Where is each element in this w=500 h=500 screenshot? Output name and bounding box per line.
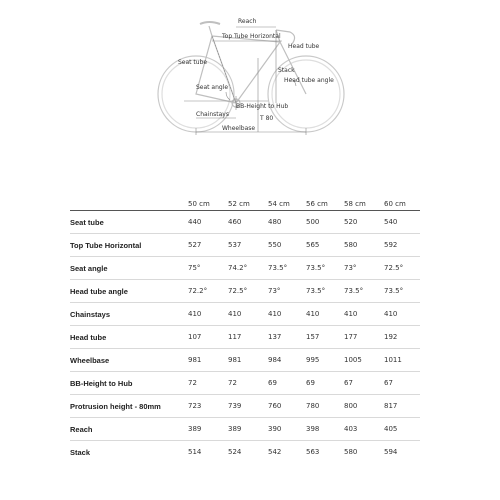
diagram-label-t80: T 80 xyxy=(260,115,274,122)
table-cell: 1005 xyxy=(344,356,362,364)
table-cell: 580 xyxy=(344,241,358,249)
table-cell: 67 xyxy=(344,379,353,387)
table-cell: 592 xyxy=(384,241,398,249)
table-cell: 410 xyxy=(268,310,282,318)
row-label: Stack xyxy=(70,447,91,457)
size-header: 52 cm xyxy=(228,200,250,208)
diagram-label-stack: Stack xyxy=(278,67,295,74)
table-cell: 137 xyxy=(268,333,282,341)
table-cell: 73° xyxy=(268,287,281,295)
table-cell: 440 xyxy=(188,218,202,226)
table-cell: 514 xyxy=(188,448,202,456)
table-row xyxy=(70,326,420,349)
table-cell: 410 xyxy=(344,310,358,318)
table-cell: 403 xyxy=(344,425,358,433)
table-cell: 480 xyxy=(268,218,282,226)
table-cell: 780 xyxy=(306,402,320,410)
table-row xyxy=(70,211,420,234)
table-cell: 500 xyxy=(306,218,320,226)
table-cell: 73.5° xyxy=(344,287,364,295)
row-label: Chainstays xyxy=(70,309,111,319)
row-label: Head tube xyxy=(70,332,107,342)
diagram-label-reach: Reach xyxy=(238,18,257,25)
diagram-label-bb-height-to-hub: BB-Height to Hub xyxy=(236,103,289,110)
table-cell: 67 xyxy=(384,379,393,387)
table-cell: 981 xyxy=(228,356,242,364)
table-cell: 69 xyxy=(306,379,315,387)
table-cell: 73° xyxy=(344,264,357,272)
size-header: 54 cm xyxy=(268,200,290,208)
diagram-label-wheelbase: Wheelbase xyxy=(222,125,256,132)
table-cell: 580 xyxy=(344,448,358,456)
table-cell: 550 xyxy=(268,241,282,249)
row-label: Reach xyxy=(70,424,93,434)
table-cell: 177 xyxy=(344,333,358,341)
table-cell: 537 xyxy=(228,241,242,249)
table-cell: 107 xyxy=(188,333,202,341)
table-cell: 524 xyxy=(228,448,242,456)
row-label: Protrusion height - 80mm xyxy=(70,401,161,411)
diagram-label-head-tube-angle: Head tube angle xyxy=(284,77,334,84)
table-cell: 390 xyxy=(268,425,282,433)
table-cell: 73.5° xyxy=(384,287,404,295)
row-label: BB-Height to Hub xyxy=(70,378,133,388)
table-cell: 157 xyxy=(306,333,320,341)
table-cell: 540 xyxy=(384,218,398,226)
table-row xyxy=(70,303,420,326)
diagram-label-chainstays: Chainstays xyxy=(196,111,229,118)
table-cell: 72.5° xyxy=(228,287,248,295)
row-label: Seat angle xyxy=(70,263,108,273)
table-cell: 410 xyxy=(228,310,242,318)
table-row xyxy=(70,372,420,395)
table-cell: 405 xyxy=(384,425,398,433)
table-cell: 398 xyxy=(306,425,320,433)
table-cell: 410 xyxy=(188,310,202,318)
table-row xyxy=(70,418,420,441)
table-cell: 460 xyxy=(228,218,242,226)
table-cell: 760 xyxy=(268,402,282,410)
size-header: 58 cm xyxy=(344,200,366,208)
table-cell: 527 xyxy=(188,241,202,249)
table-cell: 75° xyxy=(188,264,201,272)
table-cell: 565 xyxy=(306,241,320,249)
saddle xyxy=(200,22,220,24)
row-label: Head tube angle xyxy=(70,286,128,296)
table-cell: 520 xyxy=(344,218,358,226)
table-cell: 739 xyxy=(228,402,242,410)
table-cell: 72 xyxy=(188,379,197,387)
table-cell: 594 xyxy=(384,448,398,456)
diagram-label-seat-tube: Seat tube xyxy=(178,59,208,66)
diagram-label-top-tube-horizontal: Top Tube Horizontal xyxy=(222,33,281,40)
diagram-label-seat-angle: Seat angle xyxy=(196,84,229,91)
table-cell: 117 xyxy=(228,333,242,341)
table-cell: 389 xyxy=(228,425,242,433)
table-cell: 981 xyxy=(188,356,202,364)
table-cell: 69 xyxy=(268,379,277,387)
table-cell: 72.5° xyxy=(384,264,404,272)
table-cell: 192 xyxy=(384,333,398,341)
table-header xyxy=(70,192,420,211)
table-row xyxy=(70,257,420,280)
table-cell: 73.5° xyxy=(306,287,326,295)
size-header: 56 cm xyxy=(306,200,328,208)
table-row xyxy=(70,395,420,418)
table-cell: 995 xyxy=(306,356,320,364)
main-triangle xyxy=(212,36,280,103)
table-cell: 410 xyxy=(384,310,398,318)
table-cell: 72.2° xyxy=(188,287,208,295)
table-row xyxy=(70,441,420,463)
table-cell: 563 xyxy=(306,448,320,456)
size-header: 60 cm xyxy=(384,200,406,208)
table-cell: 73.5° xyxy=(306,264,326,272)
row-label: Wheelbase xyxy=(70,355,110,365)
size-header: 50 cm xyxy=(188,200,210,208)
table-cell: 542 xyxy=(268,448,282,456)
diagram-label-head-tube: Head tube xyxy=(288,43,320,50)
table-cell: 410 xyxy=(306,310,320,318)
table-cell: 723 xyxy=(188,402,202,410)
table-row xyxy=(70,280,420,303)
table-cell: 389 xyxy=(188,425,202,433)
table-row xyxy=(70,349,420,372)
row-label: Top Tube Horizontal xyxy=(70,240,142,250)
row-label: Seat tube xyxy=(70,217,104,227)
table-cell: 72 xyxy=(228,379,237,387)
table-cell: 73.5° xyxy=(268,264,288,272)
table-cell: 1011 xyxy=(384,356,402,364)
geometry-table xyxy=(70,192,420,463)
table-cell: 984 xyxy=(268,356,282,364)
table-row xyxy=(70,234,420,257)
table-cell: 800 xyxy=(344,402,358,410)
bike-geometry-diagram xyxy=(0,0,500,140)
table-cell: 817 xyxy=(384,402,398,410)
table-cell: 74.2° xyxy=(228,264,248,272)
